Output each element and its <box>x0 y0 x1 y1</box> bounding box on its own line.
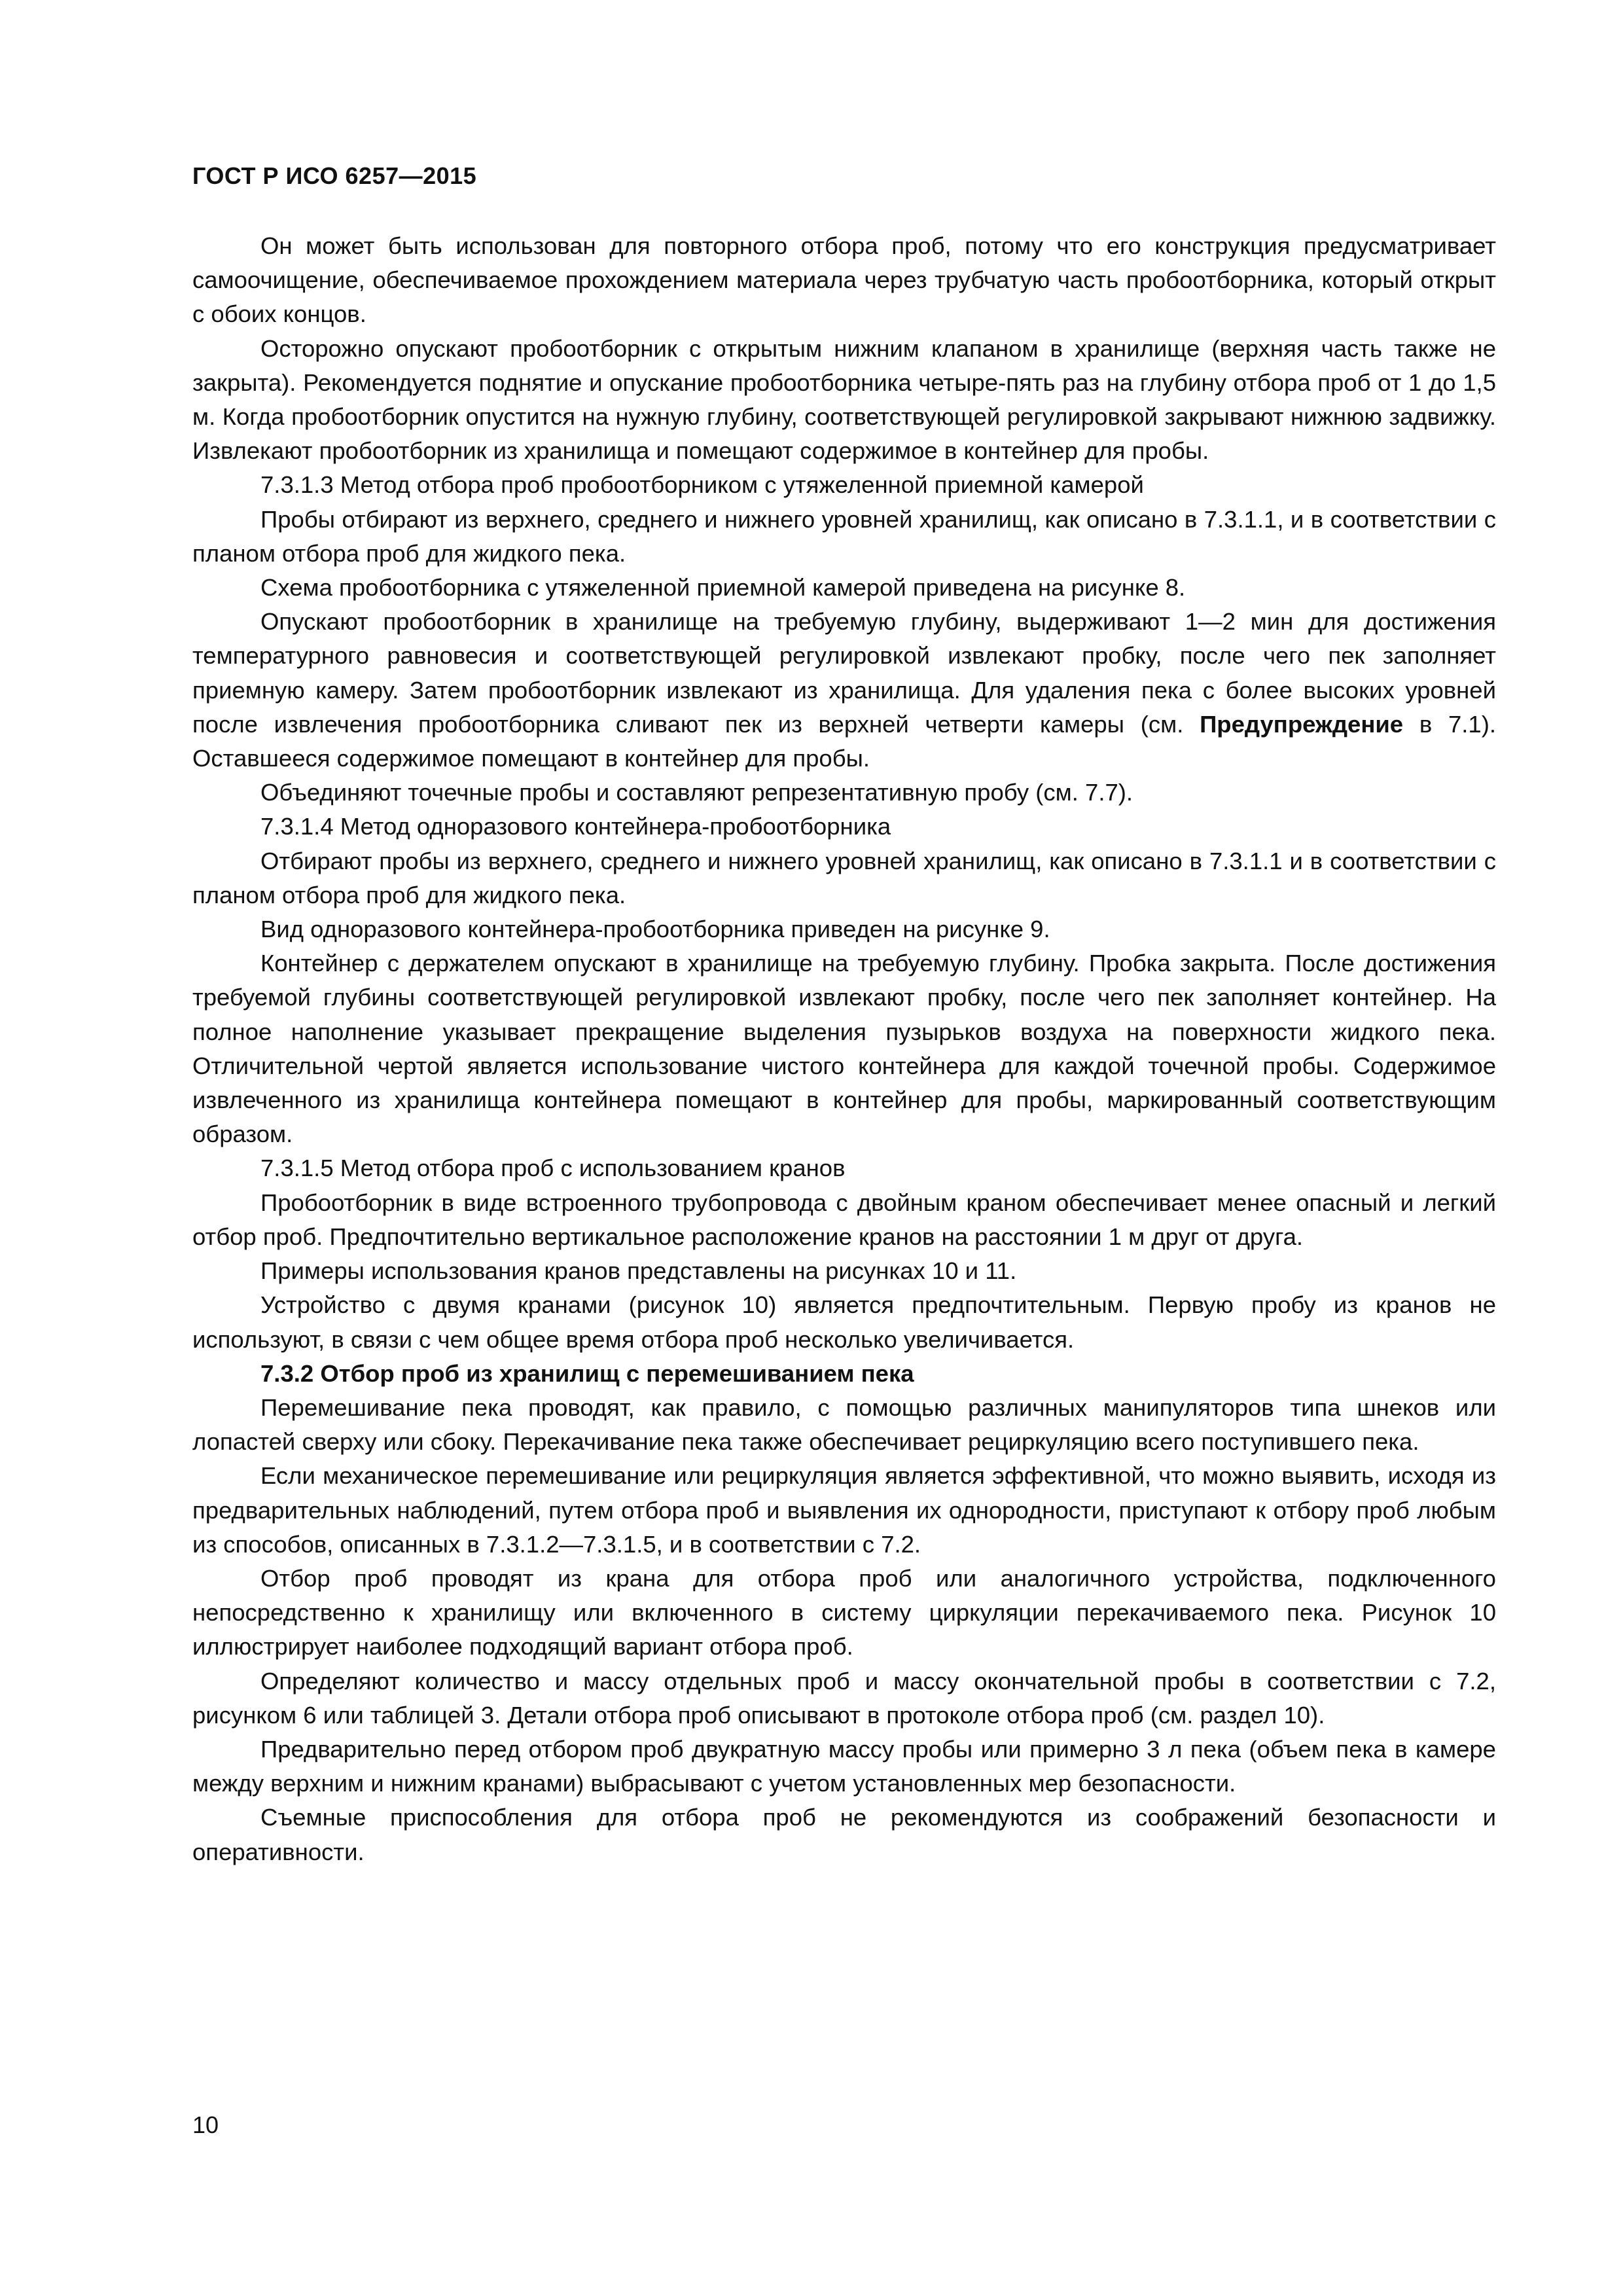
document-body <box>192 229 1496 1869</box>
paragraph: Пробоотборник в виде встроенного трубопровода с двойным краном обеспечивает менее опасный и легкий отбор проб. Предпочтительно вертикальное расположение кранов на расстоянии 1 м друг от друга. <box>192 1189 1496 1250</box>
clause-heading-7-3-1-3: 7.3.1.3 Метод отбора проб пробоотборником с утяжеленной приемной камерой <box>260 471 1144 499</box>
paragraph: Если механическое перемешивание или рециркуляция является эффективной, что можно выявить, исходя из предварительных наблюдений, путем отбора проб и выявления их однородности, приступают к отбору проб любым из способов, описанных в 7.3.1.2—7.3.1.5, и в соответствии с 7.2. <box>192 1462 1496 1558</box>
paragraph: Примеры использования кранов представлены на рисунках 10 и 11. <box>260 1257 1017 1285</box>
paragraph: Контейнер с держателем опускают в хранилище на требуемую глубину. Пробка закрыта. После достижения требуемой глубины соответствующей регулировкой извлекают пробку, после чего пек заполняет контейнер. На полное наполнение указывает прекращение выделения пузырьков воздуха на поверхности жидкого пека. Отличительной чертой является использование чистого контейнера для каждой точечной пробы. Содержимое извлеченного из хранилища контейнера помещают в контейнер для пробы, маркированный соответствующим образом. <box>192 950 1496 1148</box>
page-number: 10 <box>192 2111 219 2138</box>
clause-heading-7-3-1-5: 7.3.1.5 Метод отбора проб с использованием кранов <box>260 1155 846 1182</box>
page-header-standard-id: ГОСТ Р ИСО 6257—2015 <box>192 162 477 189</box>
paragraph-text: Опускают пробоотборник в хранилище на требуемую глубину, выдерживают 1—2 мин для достижения температурного равновесия и соответствующей регулировкой извлекают пробку, после чего пек заполняет приемную камеру. Затем пробоотборник извлекают из хранилища. Для удаления пека с более высоких уровней после извлечения пробоотборника сливают пек из верхней четверти камеры (см. <box>192 608 1496 738</box>
paragraph: Объединяют точечные пробы и составляют репрезентативную пробу (см. 7.7). <box>260 779 1133 806</box>
paragraph: Отбор проб проводят из крана для отбора проб или аналогичного устройства, подключенного непосредственно к хранилищу или включенного в систему циркуляции перекачиваемого пека. Рисунок 10 иллюстрирует наиболее подходящий вариант отбора проб. <box>192 1564 1496 1660</box>
clause-heading-7-3-1-4: 7.3.1.4 Метод одноразового контейнера-пробоотборника <box>260 813 891 840</box>
paragraph: Съемные приспособления для отбора проб не рекомендуются из соображений безопасности и оперативности. <box>192 1804 1496 1865</box>
paragraph: Он может быть использован для повторного отбора проб, потому что его конструкция предусматривает самоочищение, обеспечиваемое прохождением материала через трубчатую часть пробоотборника, который открыт с обоих концов. <box>192 232 1496 328</box>
paragraph: Вид одноразового контейнера-пробоотборника приведен на рисунке 9. <box>260 916 1050 943</box>
paragraph: Перемешивание пека проводят, как правило, с помощью различных манипуляторов типа шнеков или лопастей сверху или сбоку. Перекачивание пека также обеспечивает рециркуляцию всего поступившего пека. <box>192 1393 1496 1456</box>
paragraph: Предварительно перед отбором проб двукратную массу пробы или примерно 3 л пека (объем пека в камере между верхним и нижним кранами) выбрасывают с учетом установленных мер безопасности. <box>192 1735 1496 1797</box>
paragraph: Пробы отбирают из верхнего, среднего и нижнего уровней хранилищ, как описано в 7.3.1.1, и в соответствии с планом отбора проб для жидкого пека. <box>192 505 1496 567</box>
paragraph: Схема пробоотборника с утяжеленной приемной камерой приведена на рисунке 8. <box>260 574 1186 601</box>
paragraph-with-warning-reference <box>192 605 1496 776</box>
paragraph-text: в 7.1). Оставшееся содержимое помещают в контейнер для пробы. <box>192 710 1496 772</box>
paragraph: Осторожно опускают пробоотборник с открытым нижним клапаном в хранилище (верхняя часть также не закрыта). Рекомендуется поднятие и опускание пробоотборника четыре-пять раз на глубину отбора проб от 1 до 1,5 м. Когда пробоотборник опустится на нужную глубину, соответствующей регулировкой закрывают нижнюю задвижку. Извлекают пробоотборник из хранилища и помещают содержимое в контейнер для пробы. <box>192 334 1496 465</box>
warning-reference-bold: Предупреждение <box>1200 710 1404 738</box>
paragraph: Устройство с двумя кранами (рисунок 10) является предпочтительным. Первую пробу из кранов не используют, в связи с чем общее время отбора проб несколько увеличивается. <box>192 1291 1496 1353</box>
section-heading-7-3-2: 7.3.2 Отбор проб из хранилищ с перемешиванием пека <box>260 1359 914 1387</box>
paragraph: Отбирают пробы из верхнего, среднего и нижнего уровней хранилищ, как описано в 7.3.1.1 и в соответствии с планом отбора проб для жидкого пека. <box>192 847 1496 908</box>
paragraph: Определяют количество и массу отдельных проб и массу окончательной пробы в соответствии с 7.2, рисунком 6 или таблицей 3. Детали отбора проб описывают в протоколе отбора проб (см. раздел 10). <box>192 1667 1496 1729</box>
